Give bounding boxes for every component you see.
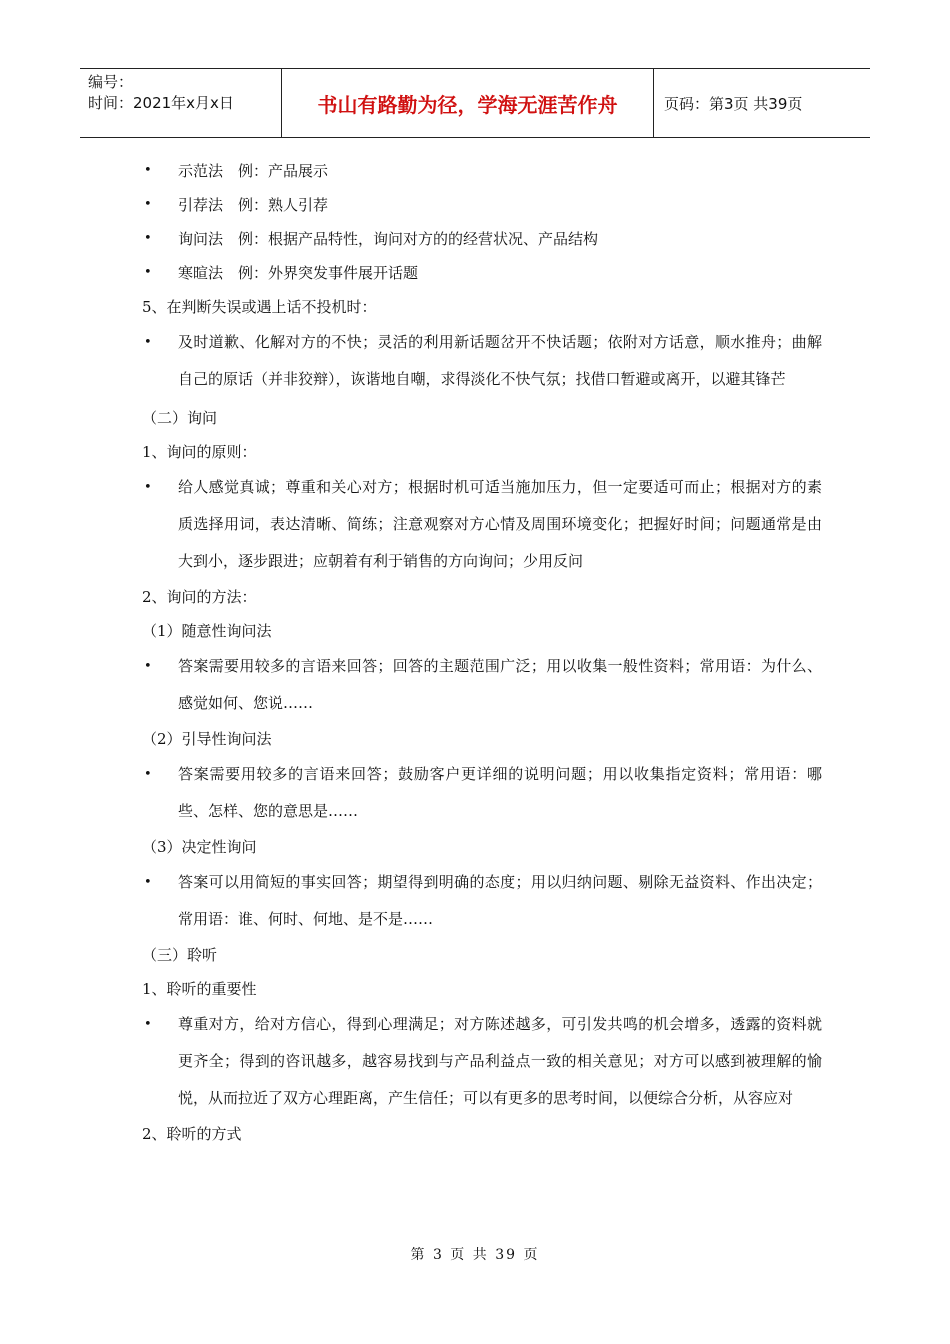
subheading: 2、询问的方法：	[142, 588, 257, 606]
page-header	[80, 68, 870, 138]
list-item-text: 给人感觉真诚；尊重和关心对方；根据时机可适当施加压力，但一定要适可而止；根据对方的素质选择用词，表达清晰、简练；注意观察对方心情及周围环境变化；把握好时间；问题通常是由大到小，逐步跟进；应朝着有利于销售的方向询问；少用反问	[178, 478, 822, 570]
list-item-text: 答案可以用简短的事实回答；期望得到明确的态度；用以归纳问题、剔除无益资料、作出决定；常用语：谁、何时、何地、是不是……	[178, 873, 822, 928]
header-page-info: 页码：第3页 共39页	[664, 94, 803, 113]
bullet-icon: •	[144, 265, 152, 280]
list-item	[142, 1006, 822, 1117]
list-item-text: 尊重对方，给对方信心，得到心理满足；对方陈述越多，可引发共鸣的机会增多，透露的资料就更齐全；得到的咨讯越多，越容易找到与产品利益点一致的相关意见；对方可以感到被理解的愉悦，从而拉近了双方心理距离，产生信任；可以有更多的思考时间，以便综合分析，从容应对	[178, 1015, 822, 1107]
bullet-icon: •	[144, 163, 152, 178]
list-item-text: 及时道歉、化解对方的不快；灵活的利用新话题岔开不快话题；依附对方话意，顺水推舟；曲解自己的原话（并非狡辩），诙谐地自嘲，求得淡化不快气氛；找借口暂避或离开，以避其锋芒	[178, 333, 822, 388]
bullet-icon: •	[144, 875, 152, 890]
list-item	[142, 648, 822, 722]
list-item	[142, 864, 822, 938]
subheading: 2、聆听的方式	[142, 1125, 242, 1143]
method-heading: （3）决定性询问	[142, 838, 257, 856]
list-item-text: 示范法 例：产品展示	[178, 162, 329, 180]
list-item-text: 引荐法 例：熟人引荐	[178, 196, 329, 214]
list-item	[142, 469, 822, 580]
document-body	[142, 154, 822, 1151]
list-item	[142, 222, 822, 256]
header-motto: 书山有路勤为径，学海无涯苦作舟	[282, 69, 654, 137]
method-heading: （1）随意性询问法	[142, 622, 272, 640]
header-meta	[80, 69, 282, 137]
list-item	[142, 256, 822, 290]
list-item	[142, 756, 822, 830]
bullet-icon: •	[144, 659, 152, 674]
bullet-icon: •	[144, 197, 152, 212]
list-item-text: 答案需要用较多的言语来回答；回答的主题范围广泛；用以收集一般性资料；常用语：为什么、感觉如何、您说……	[178, 657, 822, 712]
bullet-icon: •	[144, 231, 152, 246]
list-item-text: 询问法 例：根据产品特性，询问对方的的经营状况、产品结构	[178, 230, 599, 248]
bullet-icon: •	[144, 767, 152, 782]
subheading: 1、聆听的重要性	[142, 980, 257, 998]
list-item-text: 答案需要用较多的言语来回答；鼓励客户更详细的说明问题；用以收集指定资料；常用语：哪些、怎样、您的意思是……	[178, 765, 822, 820]
bullet-icon: •	[144, 1017, 152, 1032]
section-heading: （三）聆听	[142, 946, 218, 964]
list-item	[142, 324, 822, 398]
list-item-text: 寒暄法 例：外界突发事件展开话题	[178, 264, 419, 282]
list-item	[142, 154, 822, 188]
header-time: 时间：2021年x月x日	[88, 94, 234, 112]
header-number: 编号：	[88, 73, 134, 91]
subheading: 1、询问的原则：	[142, 443, 257, 461]
section-heading: （二）询问	[142, 409, 218, 427]
page-footer: 第 3 页 共 39 页	[410, 1247, 540, 1263]
list-item	[142, 188, 822, 222]
bullet-icon: •	[144, 335, 152, 350]
method-heading: （2）引导性询问法	[142, 730, 272, 748]
bullet-icon: •	[144, 480, 152, 495]
subheading: 5、在判断失误或遇上话不投机时：	[142, 298, 377, 316]
